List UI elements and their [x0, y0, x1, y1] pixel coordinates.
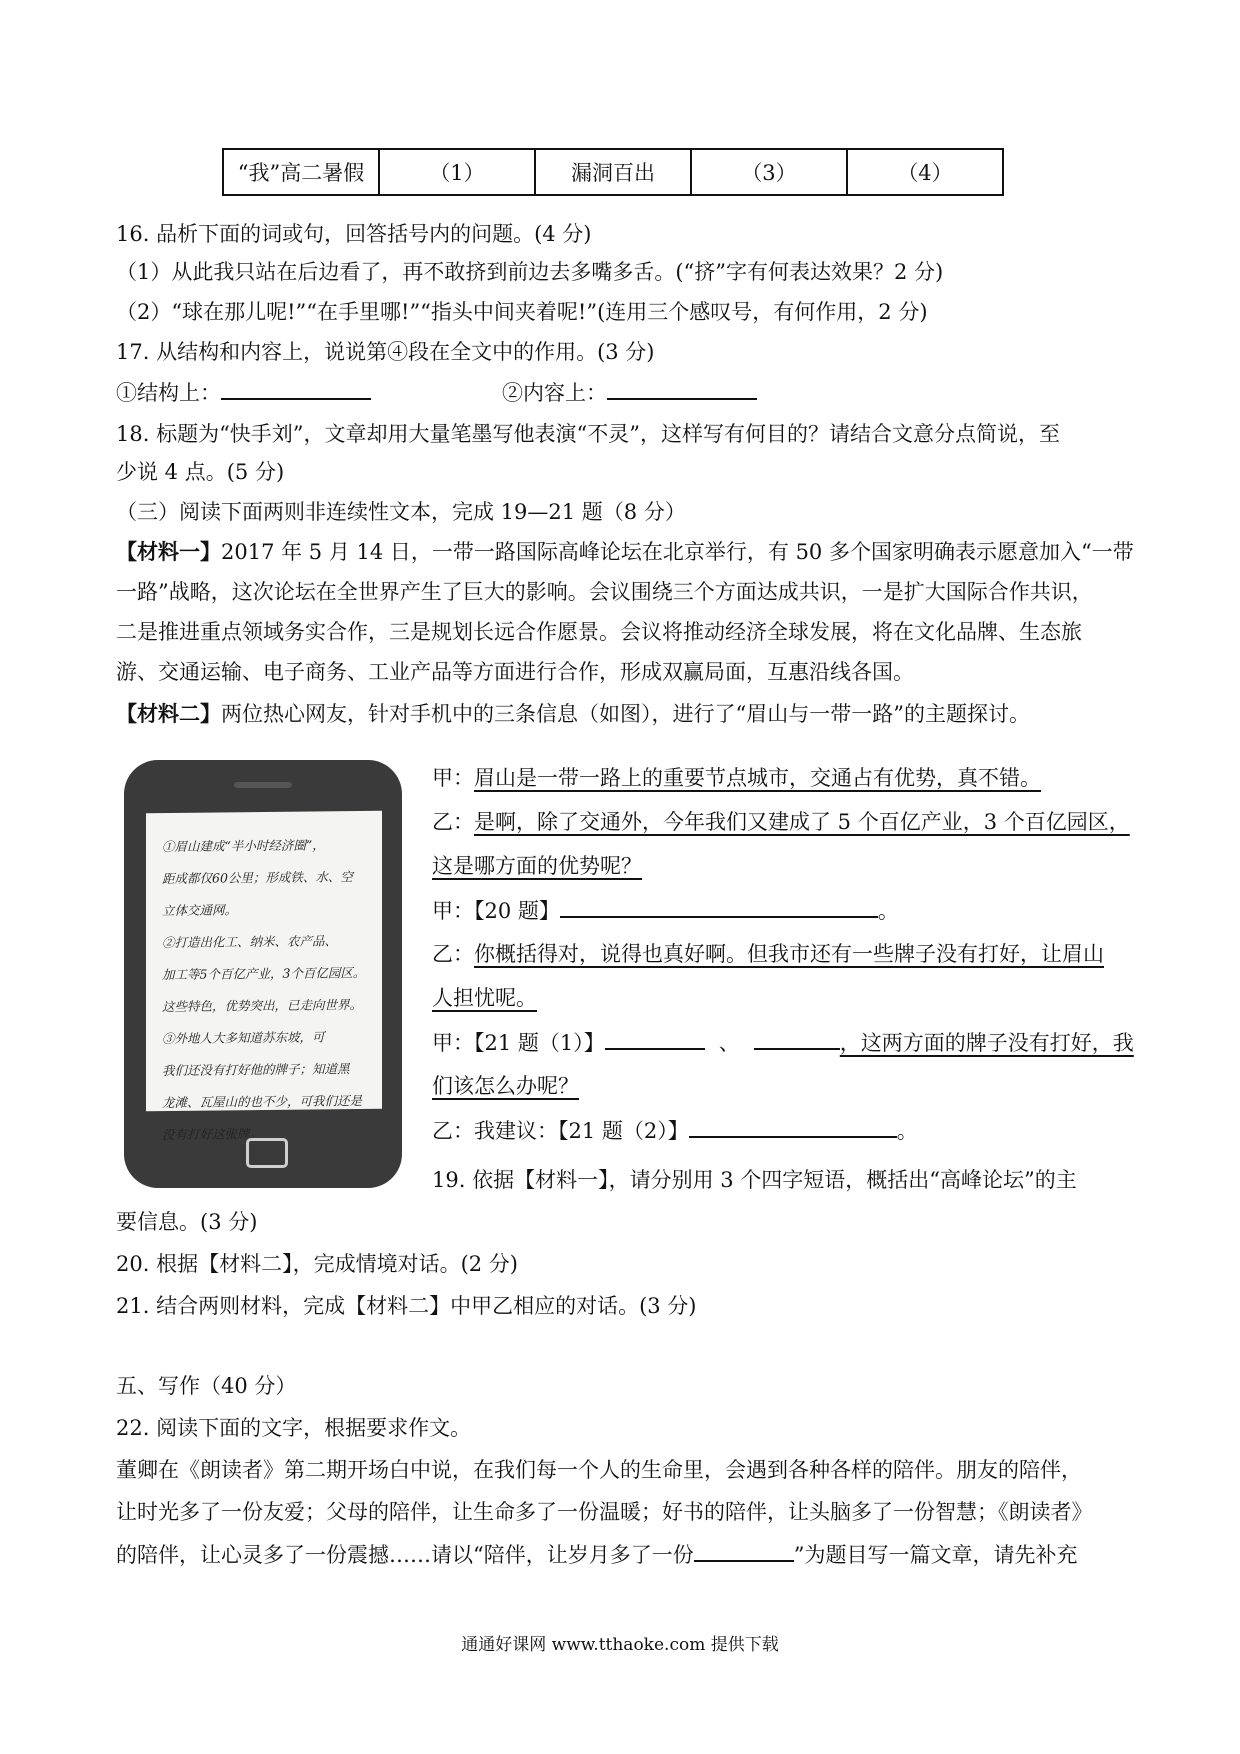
question-17-content-label: ②内容上：: [502, 381, 607, 405]
dialog-speaker: 乙：: [432, 810, 474, 834]
table-cell: （4）: [847, 149, 1003, 195]
answer-blank[interactable]: [607, 378, 757, 400]
dialog-text: 、: [718, 1031, 740, 1055]
dialog-text: 们该怎么办呢？: [432, 1074, 579, 1098]
phone-image: [124, 760, 402, 1188]
dialog-text: 是啊，除了交通外，今年我们又建成了 5 个百亿产业，3 个百亿园区，: [474, 810, 1130, 834]
question-17-content: [502, 378, 757, 407]
question-18-line-1: 18. 标题为“快手刘”，文章却用大量笔墨写他表演“不灵”，这样写有何目的？请结合文意分点简说，至: [116, 422, 1061, 446]
question-21: 21. 结合两则材料，完成【材料二】中甲乙相应的对话。(3 分): [116, 1294, 697, 1318]
plot-table: [222, 148, 1004, 196]
dialog-line-6: [432, 1116, 918, 1145]
material-1-line-1: [116, 538, 1134, 566]
phone-speaker: [234, 782, 292, 788]
table-cell: （3）: [691, 149, 847, 195]
question-16-stem: 16. 品析下面的词或句，回答括号内的问题。(4 分): [116, 222, 592, 246]
dialog-text: 人担忧呢。: [432, 986, 537, 1010]
dialog-line-4: [432, 940, 1104, 968]
answer-blank-22[interactable]: [694, 1540, 794, 1562]
dialog-text: 眉山是一带一路上的重要节点城市，交通占有优势，真不错。: [474, 766, 1041, 790]
table-cell: （1）: [379, 149, 535, 195]
question-22-line-3: [116, 1540, 1077, 1569]
question-16-sub-2: （2）“球在那儿呢!”“在手里哪!”“指头中间夹着呢!”(连用三个感叹号，有何作用，2 分): [116, 300, 928, 324]
material-2-tag: 【材料二】: [116, 701, 221, 726]
dialog-text: 乙：我建议：【21 题（2）】: [432, 1119, 689, 1143]
dialog-text: 甲：【20 题】: [432, 899, 560, 923]
dialog-text: 你概括得对，说得也真好啊。但我市还有一些牌子没有打好，让眉山: [474, 942, 1104, 966]
dialog-speaker: 甲：: [432, 766, 474, 790]
question-22-line-2: 让时光多了一份友爱；父母的陪伴，让生命多了一份温暖；好书的陪伴，让头脑多了一份智慧；《朗读者》: [116, 1500, 1093, 1524]
section-3-heading: （三）阅读下面两则非连续性文本，完成 19—21 题（8 分）: [116, 500, 686, 524]
phone-screen: [146, 811, 382, 1143]
material-2-line: [116, 700, 1030, 728]
question-22-text: ”为题目写一篇文章，请先补充: [793, 1543, 1078, 1567]
phone-screen-text: ①眉山建成“半小时经济圈”， 距成都仅60公里；形成铁、水、空 立体交通网。 ②打造出化工、纳米、农产品、 加工等5个百亿产业，3个百亿园区。 这些特色，优势突出，已走向世界。 ③外地人大多知道苏东坡，可 我们还没有打好他的牌子；知道黑 龙滩、瓦屋山的也不少，可我们还是 没有打好这张牌。: [162, 837, 366, 1143]
question-16-sub-1: （1）从此我只站在后边看了，再不敢挤到前边去多嘴多舌。(“挤”字有何表达效果？2 分): [116, 260, 944, 284]
question-22-stem: 22. 阅读下面的文字，根据要求作文。: [116, 1416, 472, 1440]
dialog-line-2b: [432, 852, 642, 880]
page-footer: 通通好课网 www.tthaoke.com 提供下载: [461, 1635, 779, 1655]
question-19-line-1: 19. 依据【材料一】，请分别用 3 个四字短语，概括出“高峰论坛”的主: [432, 1168, 1077, 1192]
section-5-heading: 五、写作（40 分）: [116, 1374, 297, 1398]
phone-home-button-icon: [246, 1138, 288, 1168]
question-17-stem: 17. 从结构和内容上，说说第④段在全文中的作用。(3 分): [116, 340, 655, 364]
question-20: 20. 根据【材料二】，完成情境对话。(2 分): [116, 1252, 518, 1276]
answer-blank[interactable]: [221, 378, 371, 400]
question-18-line-2: 少说 4 点。(5 分): [116, 460, 285, 484]
dialog-line-3: [432, 896, 899, 925]
dialog-text: 这是哪方面的优势呢？: [432, 854, 642, 878]
dialog-speaker: 乙：: [432, 942, 474, 966]
dialog-text: ，这两方面的牌子没有打好，我: [839, 1031, 1134, 1055]
table-row: [223, 149, 1003, 195]
dialog-text: 。: [896, 1119, 918, 1143]
material-1-text: 2017 年 5 月 14 日，一带一路国际高峰论坛在北京举行，有 50 多个国家明确表示愿意加入“一带: [221, 540, 1134, 564]
material-1-tag: 【材料一】: [116, 539, 221, 564]
dialog-line-5b: [432, 1072, 579, 1100]
table-cell: 漏洞百出: [535, 149, 691, 195]
material-1-line-3: 二是推进重点领域务实合作，三是规划长远合作愿景。会议将推动经济全球发展，将在文化品牌、生态旅: [116, 620, 1082, 644]
question-17-structure-label: ①结构上：: [116, 381, 221, 405]
question-22-text: 的陪伴，让心灵多了一份震撼……请以“陪伴，让岁月多了一份: [116, 1543, 694, 1567]
answer-blank-21-1a[interactable]: [605, 1028, 705, 1050]
material-1-line-2: 一路”战略，这次论坛在全世界产生了巨大的影响。会议围绕三个方面达成共识，一是扩大国际合作共识，: [116, 580, 1093, 604]
dialog-line-1: [432, 764, 1041, 792]
question-19-line-2: 要信息。(3 分): [116, 1210, 258, 1234]
dialog-line-5: [432, 1028, 1134, 1057]
dialog-line-2: [432, 808, 1130, 836]
answer-blank-21-2[interactable]: [689, 1116, 897, 1138]
dialog-text: 。: [877, 899, 899, 923]
material-1-line-4: 游、交通运输、电子商务、工业产品等方面进行合作，形成双赢局面，互惠沿线各国。: [116, 660, 914, 684]
question-17-structure: [116, 378, 371, 407]
dialog-text: 甲：【21 题（1）】: [432, 1031, 605, 1055]
answer-blank-20[interactable]: [560, 896, 878, 918]
material-2-text: 两位热心网友，针对手机中的三条信息（如图），进行了“眉山与一带一路”的主题探讨。: [221, 702, 1030, 726]
table-cell: “我”高二暑假: [223, 149, 379, 195]
question-22-line-1: 董卿在《朗读者》第二期开场白中说，在我们每一个人的生命里，会遇到各种各样的陪伴。朋友的陪伴，: [116, 1458, 1082, 1482]
dialog-line-4b: [432, 984, 537, 1012]
answer-blank-21-1b[interactable]: [754, 1028, 840, 1050]
